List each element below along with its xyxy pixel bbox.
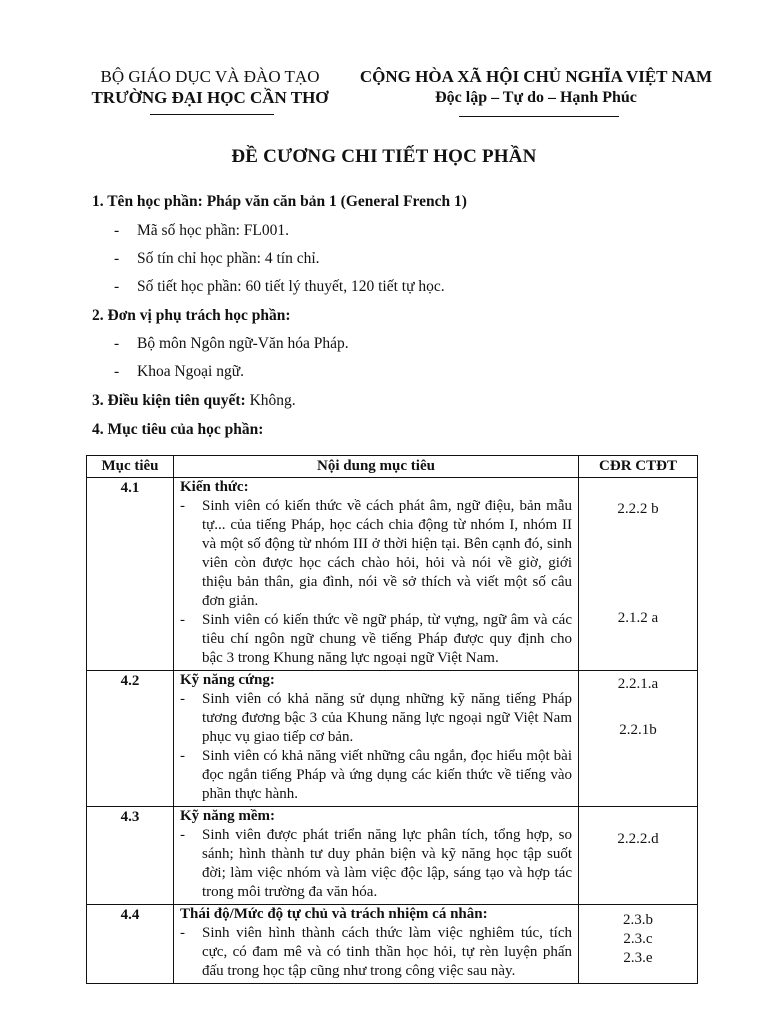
cdr-code: 2.3.c bbox=[623, 931, 653, 947]
objective-category: Kiến thức: bbox=[180, 479, 249, 495]
objective-id: 4.2 bbox=[87, 671, 174, 807]
objective-content bbox=[174, 807, 579, 905]
table-row bbox=[87, 807, 698, 905]
objective-id: 4.1 bbox=[87, 478, 174, 671]
list-item: - Khoa Ngoại ngữ. bbox=[114, 363, 244, 380]
cdr-code: 2.3.e bbox=[623, 950, 653, 966]
header-right-underline bbox=[459, 116, 619, 117]
course-credits: Số tín chỉ học phần: 4 tín chỉ. bbox=[137, 250, 320, 267]
objective-cdr bbox=[579, 478, 698, 671]
header-left bbox=[80, 66, 340, 108]
course-hours: Số tiết học phần: 60 tiết lý thuyết, 120 tiết tự học. bbox=[137, 278, 445, 295]
objective-text: Sinh viên có kiến thức về cách phát âm, ngữ điệu, bản mẫu tự... của tiếng Pháp, học cách chia động từ nhóm I, nhóm II và một số động từ nhóm III ở thời hiện tại. Bên cạnh đó, sinh viên còn được học cách chào hỏi, hỏi và nói về giờ, giới thiệu bản thân, gia đình, nói về sở thích và viết một số câu đơn giản. bbox=[202, 498, 572, 609]
cdr-code: 2.2.1b bbox=[619, 722, 657, 738]
course-code: Mã số học phần: FL001. bbox=[137, 222, 289, 239]
objective-cdr bbox=[579, 671, 698, 807]
table-row bbox=[87, 905, 698, 984]
cdr-code: 2.1.2 a bbox=[617, 610, 659, 626]
table-row bbox=[87, 671, 698, 807]
section-2-heading bbox=[92, 307, 291, 325]
list-item: - Sinh viên có kiến thức về cách phát âm, ngữ điệu, bản mẫu tự... của tiếng Pháp, học cách chia động từ nhóm I, nhóm II và một số động từ nhóm III ở thời hiện tại. Bên cạnh đó, sinh viên còn được học cách chào hỏi, hỏi và nói về giờ, giới thiệu bản thân, gia đình, nói về sở thích và viết một số câu đơn giản. bbox=[180, 498, 572, 609]
objective-id: 4.4 bbox=[87, 905, 174, 984]
objective-text: Sinh viên có khả năng sử dụng những kỹ năng tiếng Pháp tương đương bậc 3 của Khung năng lực ngoại ngữ Việt Nam phục vụ giao tiếp cơ bản. bbox=[202, 691, 572, 745]
header-left-underline bbox=[150, 114, 274, 115]
ministry-name: BỘ GIÁO DỤC VÀ ĐÀO TẠO bbox=[100, 67, 320, 86]
objective-category: Thái độ/Mức độ tự chủ và trách nhiệm cá nhân: bbox=[180, 906, 488, 922]
objective-text: Sinh viên có kiến thức về ngữ pháp, từ vựng, ngữ âm và các tiêu chí ngôn ngữ chung về tiếng Pháp được quy định cho bậc 3 trong Khung năng lực ngoại ngữ Việt Nam. bbox=[202, 612, 572, 666]
section-2-label: 2. Đơn vị phụ trách học phần: bbox=[92, 307, 291, 324]
cdr-code: 2.2.2.d bbox=[617, 831, 659, 847]
list-item: - Sinh viên được phát triển năng lực phân tích, tổng hợp, so sánh; hình thành tư duy phản biện và kỹ năng học tập suốt đời; làm việc nhóm và làm việc độc lập, sáng tạo và hợp tác trong môi trường đa văn hóa. bbox=[180, 827, 572, 900]
header-right bbox=[336, 66, 736, 108]
table-row bbox=[87, 478, 698, 671]
objective-text: Sinh viên hình thành cách thức làm việc nghiêm túc, tích cực, có đam mê và có tinh thần học hỏi, tự rèn luyện phấn đấu trong học tập cũng như trong công việc sau này. bbox=[202, 925, 572, 979]
objective-category: Kỹ năng mềm: bbox=[180, 808, 275, 824]
faculty-name: Khoa Ngoại ngữ. bbox=[137, 363, 244, 380]
objective-cdr bbox=[579, 807, 698, 905]
list-item: - Bộ môn Ngôn ngữ-Văn hóa Pháp. bbox=[114, 335, 349, 352]
list-item: - Sinh viên có kiến thức về ngữ pháp, từ vựng, ngữ âm và các tiêu chí ngôn ngữ chung về tiếng Pháp được quy định cho bậc 3 trong Khung năng lực ngoại ngữ Việt Nam. bbox=[180, 612, 572, 666]
section-1-heading bbox=[92, 193, 467, 211]
list-item: - Sinh viên có khả năng sử dụng những kỹ năng tiếng Pháp tương đương bậc 3 của Khung năng lực ngoại ngữ Việt Nam phục vụ giao tiếp cơ bản. bbox=[180, 691, 572, 745]
section-4-heading bbox=[92, 421, 263, 439]
objectives-table bbox=[86, 455, 698, 984]
objective-category: Kỹ năng cứng: bbox=[180, 672, 275, 688]
objective-text: Sinh viên được phát triển năng lực phân tích, tổng hợp, so sánh; hình thành tư duy phản biện và kỹ năng học tập suốt đời; làm việc nhóm và làm việc độc lập, sáng tạo và hợp tác trong môi trường đa văn hóa. bbox=[202, 827, 572, 900]
objective-cdr bbox=[579, 905, 698, 984]
cdr-code: 2.2.1.a bbox=[617, 676, 659, 692]
table-header-row bbox=[87, 456, 698, 478]
section-3-heading bbox=[92, 392, 296, 410]
objective-content bbox=[174, 478, 579, 671]
course-name: Pháp văn căn bản 1 (General French 1) bbox=[206, 193, 467, 210]
list-item: - Số tiết học phần: 60 tiết lý thuyết, 120 tiết tự học. bbox=[114, 278, 445, 295]
header-cdr: CĐR CTĐT bbox=[579, 456, 698, 478]
section-4-label: 4. Mục tiêu của học phần: bbox=[92, 421, 264, 438]
header-objective: Mục tiêu bbox=[87, 456, 174, 478]
department-name: Bộ môn Ngôn ngữ-Văn hóa Pháp. bbox=[137, 335, 349, 352]
header-content: Nội dung mục tiêu bbox=[174, 456, 579, 478]
national-motto: Độc lập – Tự do – Hạnh Phúc bbox=[435, 89, 637, 106]
section-1-label: 1. Tên học phần: bbox=[92, 193, 203, 210]
republic-name: CỘNG HÒA XÃ HỘI CHỦ NGHĨA VIỆT NAM bbox=[359, 67, 713, 86]
objective-id: 4.3 bbox=[87, 807, 174, 905]
list-item: - Mã số học phần: FL001. bbox=[114, 222, 289, 239]
objective-text: Sinh viên có khả năng viết những câu ngắn, đọc hiểu một bài đọc ngắn tiếng Pháp và ứng dụng các kiến thức về tiếng vào phần thực hành. bbox=[202, 748, 572, 802]
cdr-code: 2.2.2 b bbox=[617, 501, 659, 517]
prerequisite-value: Không. bbox=[249, 392, 296, 409]
list-item: - Số tín chỉ học phần: 4 tín chỉ. bbox=[114, 250, 320, 267]
objective-content bbox=[174, 905, 579, 984]
section-3-label: 3. Điều kiện tiên quyết: bbox=[92, 392, 246, 409]
university-name: TRƯỜNG ĐẠI HỌC CẦN THƠ bbox=[91, 88, 329, 107]
cdr-code: 2.3.b bbox=[623, 912, 653, 928]
list-item: - Sinh viên có khả năng viết những câu ngắn, đọc hiểu một bài đọc ngắn tiếng Pháp và ứng dụng các kiến thức về tiếng vào phần thực hành. bbox=[180, 748, 572, 802]
objective-content bbox=[174, 671, 579, 807]
document-title: ĐỀ CƯƠNG CHI TIẾT HỌC PHẦN bbox=[231, 146, 537, 167]
list-item: - Sinh viên hình thành cách thức làm việc nghiêm túc, tích cực, có đam mê và có tinh thần học hỏi, tự rèn luyện phấn đấu trong học tập cũng như trong công việc sau này. bbox=[180, 925, 572, 979]
